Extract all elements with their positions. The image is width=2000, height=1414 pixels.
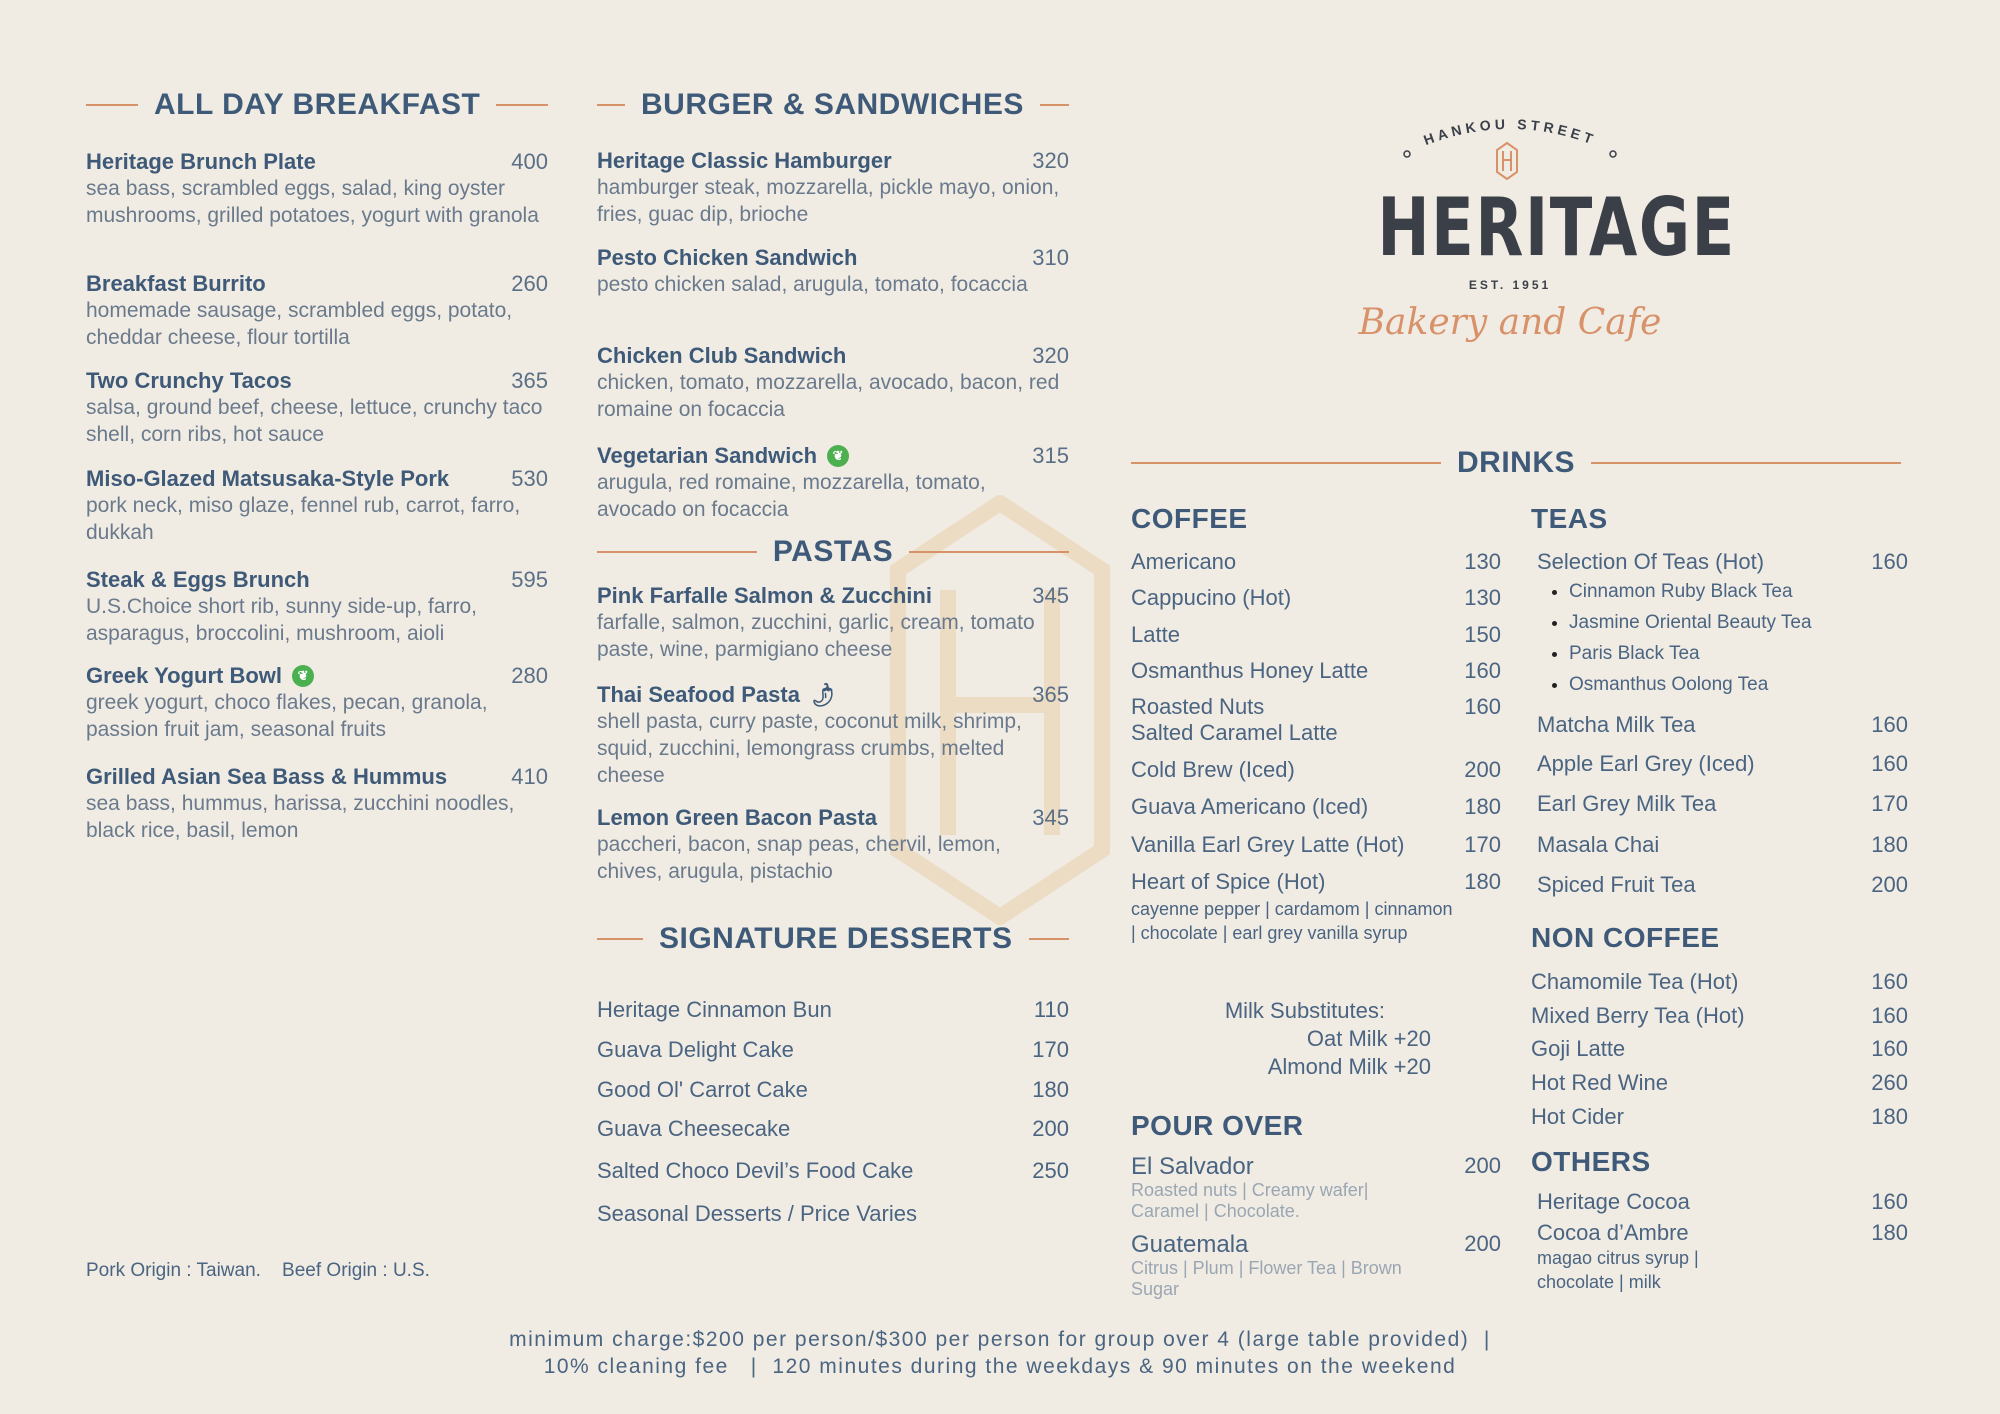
drink-item: Guava Americano (Iced) 180 [1131,794,1501,819]
menu-item: Heritage Cinnamon Bun 110 [597,997,1069,1022]
footer-line-1: minimum charge:$200 per person/$300 per person for group over 4 (large table provided) | [509,1328,1491,1351]
drink-item: Chamomile Tea (Hot) 160 [1531,969,1908,994]
heritage-h-emblem-icon [1495,141,1519,181]
drink-item: Hot Cider 180 [1531,1104,1908,1129]
svg-text:HANKOU STREET: HANKOU STREET [1421,115,1599,149]
drink-item: Earl Grey Milk Tea 170 [1537,791,1908,816]
menu-item: Guava Delight Cake 170 [597,1037,1069,1062]
drink-item: Matcha Milk Tea 160 [1537,712,1908,737]
menu-item: Miso-Glazed Matsusaka-Style Pork 530 pork neck, miso glaze, fennel rub, carrot, farro, dukkah [86,466,548,544]
drinks-section-header [1131,446,1901,480]
menu-item: Greek Yogurt Bowl ❦ 280 greek yogurt, choco flakes, pecan, granola, passion fruit jam, seasonal fruits [86,663,548,741]
drink-item: Vanilla Earl Grey Latte (Hot) 170 [1131,832,1501,857]
drink-item: Osmanthus Honey Latte 160 [1131,658,1501,683]
drinks-title: DRINKS [1457,446,1576,479]
desserts-section-header [597,922,1069,956]
coffee-title: COFFEE [1131,503,1248,534]
menu-item: Vegetarian Sandwich ❦ 315 arugula, red romaine, mozzarella, tomato, avocado on focaccia [597,443,1069,521]
list-item: • Cinnamon Ruby Black Tea [1569,576,1812,607]
menu-item: Breakfast Burrito 260 homemade sausage, scrambled eggs, potato, cheddar cheese, flour tortilla [86,271,548,349]
menu-item: Steak & Eggs Brunch 595 U.S.Choice short rib, sunny side-up, farro, asparagus, broccolini, mushroom, aioli [86,567,548,645]
drink-item: El Salvador 200 [1131,1153,1501,1180]
menu-item: Thai Seafood Pasta 🌶 365 shell pasta, curry paste, coconut milk, shrimp, squid, zucchini, lemongrass crumbs, melted cheese [597,680,1069,787]
drink-item: Cocoa d’Ambre 180 [1537,1220,1908,1245]
menu-item: Good Ol' Carrot Cake 180 [597,1077,1069,1102]
drink-item: Mixed Berry Tea (Hot) 160 [1531,1003,1908,1028]
tea-selection-list [1537,576,1812,700]
drink-item: Roasted Nuts Salted Caramel Latte 160 [1131,694,1501,745]
drink-item: Spiced Fruit Tea 200 [1537,872,1908,897]
others-title: OTHERS [1531,1146,1651,1177]
list-item: • Jasmine Oriental Beauty Tea [1569,607,1812,638]
menu-item: Salted Choco Devil’s Food Cake 250 [597,1158,1069,1183]
non-coffee-title: NON COFFEE [1531,922,1720,953]
menu-item: Lemon Green Bacon Pasta 345 paccheri, bacon, snap peas, chervil, lemon, chives, arugula, pistachio [597,805,1069,883]
pastas-title: PASTAS [772,535,894,568]
brand-logo [1340,108,1736,358]
menu-item: Two Crunchy Tacos 365 salsa, ground beef, cheese, lettuce, crunchy taco shell, corn ribs, hot sauce [86,368,548,446]
drink-item: Latte 150 [1131,622,1501,647]
burgers-section-header [597,88,1069,122]
breakfast-section-header [86,88,548,122]
footer-line-2: 10% cleaning fee | 120 minutes during the weekdays & 90 minutes on the weekend [543,1355,1457,1378]
drink-item: Goji Latte 160 [1531,1036,1908,1061]
drink-desc: magao citrus syrup | chocolate | milk [1537,1248,1699,1292]
menu-item: Pink Farfalle Salmon & Zucchini 345 farfalle, salmon, zucchini, garlic, cream, tomato paste, wine, parmigiano cheese [597,583,1069,661]
breakfast-title: ALL DAY BREAKFAST [154,88,481,121]
drink-item: Americano 130 [1131,549,1501,574]
milk-substitutes: Milk Substitutes: Oat Milk +20 Almond Milk +20 [1224,998,1431,1079]
drink-item: Cold Brew (Iced) 200 [1131,757,1501,782]
drink-item: Hot Red Wine 260 [1531,1070,1908,1095]
burgers-title: BURGER & SANDWICHES [641,88,1024,121]
drink-item: Masala Chai 180 [1537,832,1908,857]
logo-name: HERITAGE [1377,181,1736,274]
drink-item: Cappucino (Hot) 130 [1131,585,1501,610]
vegetarian-leaf-icon: ❦ [827,445,849,467]
drink-desc: cayenne pepper | cardamom | cinnamon | chocolate | earl grey vanilla syrup [1131,899,1453,943]
menu-item: Guava Cheesecake 200 [597,1116,1069,1141]
origin-note: Pork Origin : Taiwan. Beef Origin : U.S. [86,1260,430,1281]
teas-title: TEAS [1531,503,1608,534]
drink-item: Selection Of Teas (Hot) 160 [1537,549,1908,574]
desserts-title: SIGNATURE DESSERTS [659,922,1013,955]
menu-item: Heritage Classic Hamburger 320 hamburger steak, mozzarella, pickle mayo, onion, fries, guac dip, brioche [597,148,1069,226]
list-item: • Paris Black Tea [1569,638,1812,669]
list-item: • Osmanthus Oolong Tea [1569,669,1812,700]
logo-tagline: Bakery and Cafe [1358,302,1662,343]
menu-item: Chicken Club Sandwich 320 chicken, tomato, mozzarella, avocado, bacon, red romaine on focaccia [597,343,1069,421]
drink-item: Heart of Spice (Hot) 180 [1131,869,1501,894]
menu-item: Seasonal Desserts / Price Varies [597,1201,917,1226]
drink-item: Heritage Cocoa 160 [1537,1189,1908,1214]
drink-item: Apple Earl Grey (Iced) 160 [1537,751,1908,776]
pour-over-title: POUR OVER [1131,1110,1304,1141]
logo-est: EST. 1951 [1468,278,1552,292]
drink-desc: Roasted nuts | Creamy wafer| Caramel | Chocolate. [1131,1180,1369,1221]
vegetarian-leaf-icon: ❦ [292,665,314,687]
pastas-section-header [597,535,1069,569]
menu-item: Heritage Brunch Plate 400 sea bass, scrambled eggs, salad, king oyster mushrooms, grilled potatoes, yogurt with granola [86,149,548,227]
menu-item: Grilled Asian Sea Bass & Hummus 410 sea bass, hummus, harissa, zucchini noodles, black rice, basil, lemon [86,764,548,842]
drink-desc: Citrus | Plum | Flower Tea | Brown Sugar [1131,1258,1402,1299]
menu-item: Pesto Chicken Sandwich 310 pesto chicken salad, arugula, tomato, focaccia [597,245,1069,296]
drink-item: Guatemala 200 [1131,1231,1501,1258]
chili-pepper-icon: 🌶 [807,680,839,711]
